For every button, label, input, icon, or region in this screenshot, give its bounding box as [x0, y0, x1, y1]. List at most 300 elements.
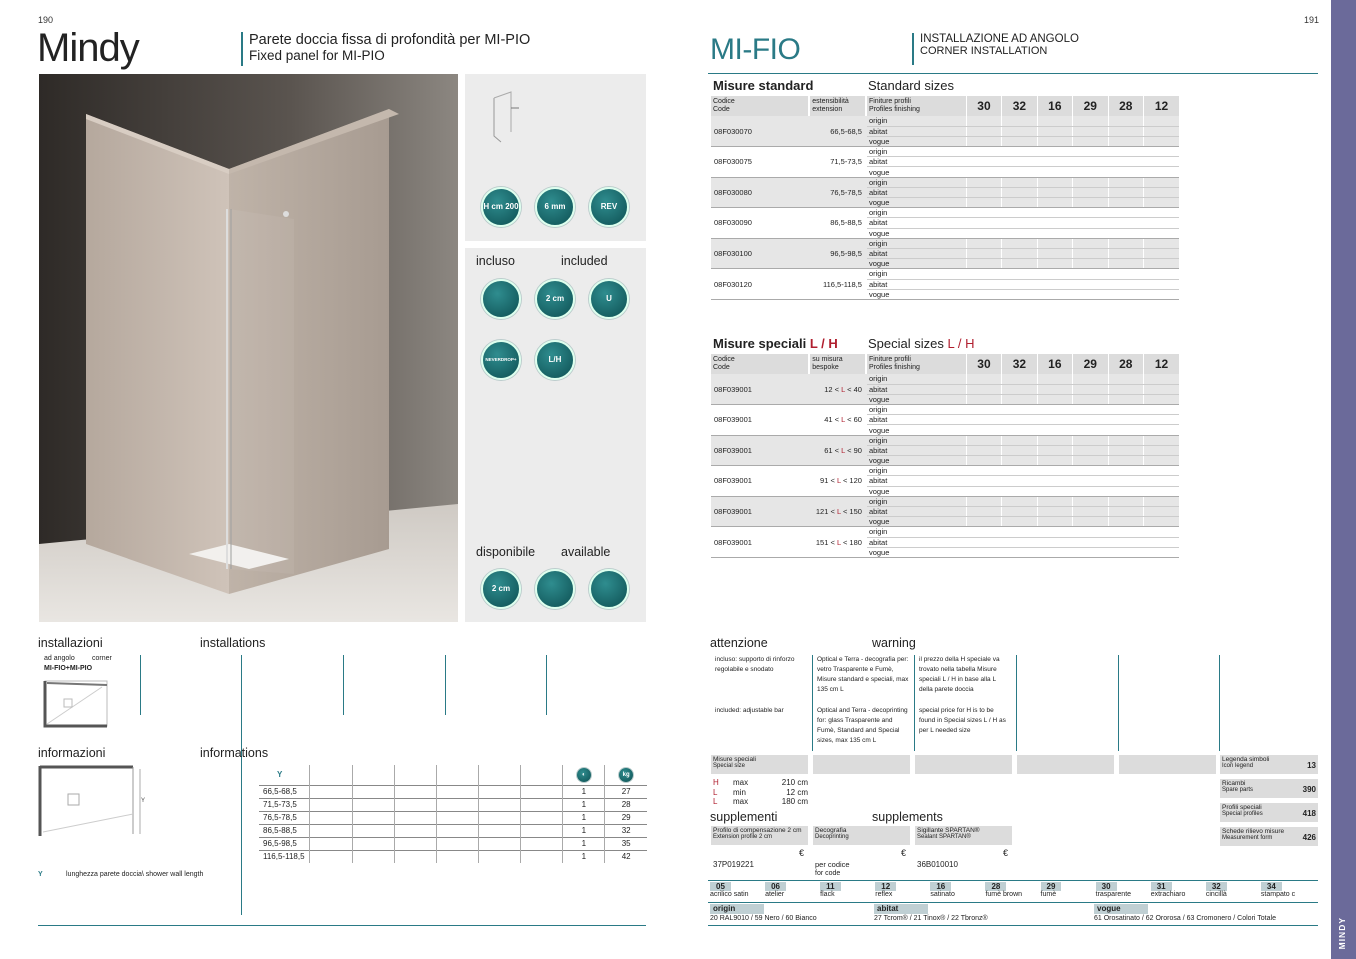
row-extension: 96,5-98,5 [810, 238, 865, 269]
price-cell [1143, 279, 1179, 289]
info-cell-pieces: 1 [563, 811, 605, 824]
ms-value: 12 cm [786, 787, 808, 797]
side-ref[interactable] [1220, 779, 1318, 798]
side-ref-it: Profili speciali [1222, 804, 1262, 811]
info-cell-y: 86,5-88,5 [259, 824, 310, 837]
info-cell-weight: 28 [605, 798, 647, 811]
col-code-header [711, 354, 808, 374]
col-code-en: Code [713, 106, 730, 113]
divider [343, 655, 344, 715]
row-code: 08F039001 [711, 405, 808, 436]
price-cell [1002, 374, 1037, 384]
range-l: L [836, 507, 841, 517]
price-cell [1037, 116, 1072, 126]
price-cell [1002, 415, 1037, 425]
height-200-icon: H cm 200 [481, 187, 521, 227]
price-cell [1002, 456, 1037, 466]
size-col-header: 32 [1002, 354, 1037, 374]
price-cell [1143, 466, 1179, 476]
info-row [259, 837, 647, 850]
price-cell [966, 456, 1001, 466]
icons-panel-top [465, 74, 646, 241]
side-ref[interactable] [1220, 827, 1318, 846]
side-ref-page: 390 [1302, 785, 1316, 794]
range-low: 121 < [815, 507, 835, 517]
price-cell [1073, 425, 1108, 435]
divider [1118, 655, 1119, 751]
disponibile-label: disponibile [476, 545, 536, 559]
price-cell [1108, 394, 1143, 404]
price-cell [1073, 177, 1108, 187]
supplements-label: supplements [872, 810, 943, 824]
price-cell [1143, 177, 1179, 187]
side-ref-page: 418 [1302, 809, 1316, 818]
glass-finish [1041, 882, 1096, 899]
install-corner-en: corner [92, 655, 112, 662]
warning-label: warning [872, 636, 916, 650]
glass-finish-number: 12 [875, 882, 896, 891]
side-ref-page: 426 [1302, 833, 1316, 842]
price-cell [1143, 248, 1179, 258]
price-cell [1143, 218, 1179, 228]
col-ext-it: estensibilità [812, 98, 849, 105]
spec-title-en: Special sizes [868, 336, 944, 351]
shower-photo-illustration [39, 74, 458, 622]
finish-label: origin [867, 269, 966, 279]
price-cell [1073, 415, 1108, 425]
spec-title-it-wrap [713, 336, 838, 351]
price-cell [1143, 476, 1179, 486]
info-cell-pieces: 1 [563, 850, 605, 863]
size-col-header: 30 [966, 354, 1001, 374]
range-l: L [836, 537, 841, 547]
decor-icon [535, 569, 575, 609]
price-cell [1073, 218, 1108, 228]
price-cell [1037, 527, 1072, 537]
size-col-header: 16 [1037, 96, 1072, 116]
euro-sign: € [901, 848, 907, 858]
price-cell [1002, 116, 1037, 126]
price-cell [1037, 177, 1072, 187]
price-cell [1037, 259, 1072, 269]
finish-label: origin [867, 208, 966, 218]
col-code-it: Codice [713, 98, 735, 105]
price-cell [1037, 486, 1072, 496]
price-cell [1143, 187, 1179, 197]
att-col1-en: included: adjustable bar [715, 707, 784, 714]
price-cell [966, 289, 1001, 299]
ms-value: 210 cm [781, 778, 808, 787]
finish-label: abitat [867, 476, 966, 486]
side-ref-it: Schede rilievo misure [1222, 828, 1285, 835]
price-cell [1037, 218, 1072, 228]
price-cell [1073, 506, 1108, 516]
legend-text: lunghezza parete doccia\ shower wall length [66, 871, 204, 878]
price-cell [1143, 289, 1179, 299]
finish-label: vogue [867, 259, 966, 269]
price-cell [1002, 537, 1037, 547]
size-row [711, 208, 1179, 218]
price-cell [1037, 228, 1072, 238]
finishes-rule [708, 880, 1318, 881]
finish-label: abitat [867, 279, 966, 289]
weight-icon: kg [619, 768, 633, 782]
finish-label: origin [867, 435, 966, 445]
band-cell [915, 755, 1012, 774]
info-row [259, 824, 647, 837]
price-cell [1037, 136, 1072, 146]
size-col-header: 28 [1108, 96, 1143, 116]
price-cell [1108, 208, 1143, 218]
side-ref-it: Ricambi [1222, 780, 1246, 787]
price-cell [1073, 496, 1108, 506]
price-cell [1143, 147, 1179, 157]
price-cell [1037, 269, 1072, 279]
col-ext-header [810, 354, 865, 374]
row-code: 08F030120 [711, 269, 808, 300]
glass-finish-name: extrachiaro [1150, 891, 1186, 898]
price-cell [1037, 496, 1072, 506]
price-cell [1037, 374, 1072, 384]
band-cell [1119, 755, 1216, 774]
divider [140, 655, 141, 715]
finish-label: origin [867, 374, 966, 384]
price-cell [1108, 415, 1143, 425]
price-cell [1143, 394, 1179, 404]
price-cell [1073, 476, 1108, 486]
glass-finishes-row [710, 882, 1316, 900]
profile-group-name: abitat [874, 904, 928, 914]
row-extension [810, 527, 865, 558]
sup1-box [711, 826, 808, 845]
col-code-it: Codice [713, 356, 735, 363]
price-cell [1073, 136, 1108, 146]
glass-finish-name: atelier [765, 891, 785, 898]
price-cell [1002, 496, 1037, 506]
size-col-header: 28 [1108, 354, 1143, 374]
row-extension [810, 466, 865, 497]
sup3-code: 36B010010 [917, 860, 958, 869]
price-cell [1002, 147, 1037, 157]
finish-label: vogue [867, 198, 966, 208]
ms-type: max [733, 797, 749, 806]
glass-6mm-icon: 6 mm [535, 187, 575, 227]
product-photo [39, 74, 458, 622]
price-cell [1002, 157, 1037, 167]
price-cell [1073, 167, 1108, 177]
price-cell [1002, 527, 1037, 537]
finish-label: origin [867, 405, 966, 415]
price-cell [966, 486, 1001, 496]
price-cell [966, 126, 1001, 136]
side-ref[interactable] [1220, 755, 1318, 774]
finish-label: abitat [867, 187, 966, 197]
install-corner-it: ad angolo [44, 655, 75, 662]
price-cell [1037, 126, 1072, 136]
col-code-header [711, 96, 808, 116]
row-code: 08F039001 [711, 435, 808, 466]
incluso-label: incluso [476, 254, 515, 268]
glass-finish-name: satinato [930, 891, 955, 898]
price-cell [966, 208, 1001, 218]
price-cell [1143, 547, 1179, 557]
standard-sizes-table [711, 96, 1179, 300]
price-cell [1037, 435, 1072, 445]
pieces-icon: ◐ [577, 768, 591, 782]
price-cell [1108, 289, 1143, 299]
price-cell [966, 517, 1001, 527]
price-cell [1108, 279, 1143, 289]
col-finish-header [867, 96, 966, 116]
price-cell [1037, 157, 1072, 167]
glass-finish-number: 34 [1261, 882, 1282, 891]
price-cell [1073, 517, 1108, 527]
finish-label: vogue [867, 136, 966, 146]
glass-finish [1261, 882, 1316, 899]
price-cell [1073, 547, 1108, 557]
info-row [259, 798, 647, 811]
u-profile-icon: U [589, 279, 629, 319]
informazioni-label: informazioni [38, 746, 106, 760]
price-cell [1108, 374, 1143, 384]
std-title-it: Misure standard [713, 78, 814, 93]
price-cell [1037, 289, 1072, 299]
std-grid [711, 96, 1179, 300]
profile-groups-row [710, 904, 1316, 924]
price-cell [1073, 126, 1108, 136]
finish-label: vogue [867, 228, 966, 238]
price-cell [966, 187, 1001, 197]
size-row [711, 116, 1179, 126]
finish-label: abitat [867, 506, 966, 516]
price-cell [1037, 415, 1072, 425]
profile-group-name: vogue [1094, 904, 1148, 914]
price-cell [966, 394, 1001, 404]
price-cell [1037, 198, 1072, 208]
ms-rows [713, 778, 808, 807]
price-cell [1037, 405, 1072, 415]
spec-header-row [711, 354, 1179, 374]
ms-row [713, 778, 808, 788]
model-title: MI-FIO [710, 33, 801, 66]
ms-label-it: Misure speciali [713, 756, 756, 763]
row-extension: 86,5-88,5 [810, 208, 865, 239]
profile-icon [481, 279, 521, 319]
price-cell [1143, 269, 1179, 279]
price-cell [1037, 456, 1072, 466]
sup2-code-it: per codice [815, 860, 850, 869]
glass-finish-name: stampato c [1260, 891, 1296, 898]
price-cell [1143, 238, 1179, 248]
extension-2cm-icon: 2 cm [535, 279, 575, 319]
price-cell [1002, 238, 1037, 248]
size-row [711, 177, 1179, 187]
finish-label: abitat [867, 445, 966, 455]
info-row [259, 811, 647, 824]
subtitle-it: Parete doccia fissa di profondità per MI-PIO [249, 32, 531, 48]
finish-label: origin [867, 147, 966, 157]
spec-title-en-wrap [868, 336, 974, 351]
price-cell [1037, 506, 1072, 516]
info-cell-y: 96,5-98,5 [259, 837, 310, 850]
finish-label: vogue [867, 425, 966, 435]
price-cell [1002, 136, 1037, 146]
row-code: 08F030100 [711, 238, 808, 269]
info-cell-y: 116,5-118,5 [259, 850, 310, 863]
glass-finish-number: 05 [710, 882, 731, 891]
profile-group-desc: 20 RAL9010 / 59 Nero / 60 Bianco [710, 915, 817, 922]
price-cell [966, 248, 1001, 258]
spec-lh-en: L / H [947, 336, 975, 351]
price-cell [1037, 425, 1072, 435]
side-ref-it: Legenda simboli [1222, 756, 1270, 763]
finish-label: abitat [867, 537, 966, 547]
size-row [711, 466, 1179, 476]
price-cell [1073, 527, 1108, 537]
price-cell [1073, 394, 1108, 404]
row-extension [810, 405, 865, 436]
divider [1219, 655, 1220, 751]
col-finish-header [867, 354, 966, 374]
price-cell [1108, 147, 1143, 157]
info-col-y: Y [259, 765, 310, 785]
price-cell [1037, 517, 1072, 527]
row-extension [810, 374, 865, 405]
price-cell [1002, 269, 1037, 279]
price-cell [1002, 126, 1037, 136]
std-title-en: Standard sizes [868, 78, 954, 93]
glass-finish-number: 16 [930, 882, 951, 891]
price-cell [1002, 425, 1037, 435]
glass-finish-name: fumè [1040, 891, 1057, 898]
glass-finish-number: 31 [1151, 882, 1172, 891]
finish-label: origin [867, 466, 966, 476]
price-cell [1002, 289, 1037, 299]
profile-group [874, 904, 988, 923]
col-fin-it: Finiture profili [868, 356, 911, 363]
price-cell [1108, 445, 1143, 455]
side-ref-en: Measurement form [1222, 835, 1273, 841]
price-cell [966, 157, 1001, 167]
info-cell-pieces: 1 [563, 837, 605, 850]
price-cell [1002, 547, 1037, 557]
price-cell [966, 269, 1001, 279]
price-cell [1143, 506, 1179, 516]
band-cell [813, 755, 910, 774]
price-cell [1073, 537, 1108, 547]
range-l: L [836, 476, 841, 486]
finish-label: vogue [867, 456, 966, 466]
size-col-header: 12 [1143, 354, 1179, 374]
price-cell [1002, 177, 1037, 187]
range-low: 41 < [824, 415, 840, 425]
price-cell [1143, 228, 1179, 238]
finish-label: origin [867, 527, 966, 537]
euro-sign: € [1003, 848, 1009, 858]
att-col1-it: incluso: supporto di rinforzo regolabile e snodato [715, 656, 795, 673]
price-cell [1037, 445, 1072, 455]
size-col-header: 29 [1073, 96, 1108, 116]
range-low: 91 < [820, 476, 835, 486]
side-ref[interactable] [1220, 803, 1318, 822]
info-diagram-icon [38, 764, 150, 840]
info-cell-y: 76,5-78,5 [259, 811, 310, 824]
col-bespoke-en: bespoke [812, 364, 839, 371]
sup3-en: Sealant SPARTAN® [917, 834, 971, 840]
price-cell [1002, 218, 1037, 228]
price-cell [1108, 126, 1143, 136]
price-cell [1002, 248, 1037, 258]
subtitle-en: Fixed panel for MI-PIO [249, 48, 385, 63]
ms-key: L [713, 787, 718, 797]
finish-label: origin [867, 238, 966, 248]
price-cell [1108, 157, 1143, 167]
size-row [711, 147, 1179, 157]
price-cell [1143, 198, 1179, 208]
price-cell [1108, 248, 1143, 258]
price-cell [1143, 537, 1179, 547]
price-cell [1108, 527, 1143, 537]
price-cell [1002, 517, 1037, 527]
price-cell [966, 445, 1001, 455]
price-cell [966, 425, 1001, 435]
size-row [711, 238, 1179, 248]
col-bespoke-it: su misura [812, 356, 843, 363]
glass-finish-name: acrilico satin [710, 891, 749, 898]
price-cell [1073, 384, 1108, 394]
price-cell [966, 198, 1001, 208]
profile-group-name: origin [710, 904, 764, 914]
price-cell [1002, 506, 1037, 516]
row-extension [810, 496, 865, 527]
price-cell [1108, 116, 1143, 126]
price-cell [966, 476, 1001, 486]
price-cell [1108, 496, 1143, 506]
price-cell [1002, 486, 1037, 496]
price-cell [1073, 279, 1108, 289]
glass-finish-name: flack [820, 891, 835, 898]
price-cell [1108, 435, 1143, 445]
price-cell [1108, 177, 1143, 187]
ms-type: min [733, 787, 746, 797]
lh-size-icon: L/H [535, 340, 575, 380]
finish-label: origin [867, 496, 966, 506]
price-cell [1143, 435, 1179, 445]
ms-key: L [713, 797, 718, 806]
profile-group-desc: 61 Orosatinato / 62 Ororosa / 63 Cromonero / Colori Totale [1094, 915, 1276, 922]
page-number-right: 191 [1304, 15, 1320, 25]
price-cell [1143, 456, 1179, 466]
price-cell [1037, 147, 1072, 157]
glass-finish-number: 29 [1041, 882, 1062, 891]
install-title-en: CORNER INSTALLATION [920, 45, 1048, 57]
row-code: 08F030080 [711, 177, 808, 208]
price-cell [1073, 116, 1108, 126]
info-cell-pieces: 1 [563, 785, 605, 798]
price-cell [1037, 384, 1072, 394]
glass-finish-number: 11 [820, 882, 840, 891]
glass-finish-name: trasparente [1095, 891, 1132, 898]
price-cell [966, 238, 1001, 248]
profile-group [1094, 904, 1276, 923]
sup1-it: Profilo di compensazione 2 cm [713, 827, 802, 834]
price-cell [1108, 425, 1143, 435]
price-cell [1037, 187, 1072, 197]
price-cell [1143, 517, 1179, 527]
finish-label: abitat [867, 218, 966, 228]
price-cell [1108, 506, 1143, 516]
ms-key: H [713, 778, 719, 787]
